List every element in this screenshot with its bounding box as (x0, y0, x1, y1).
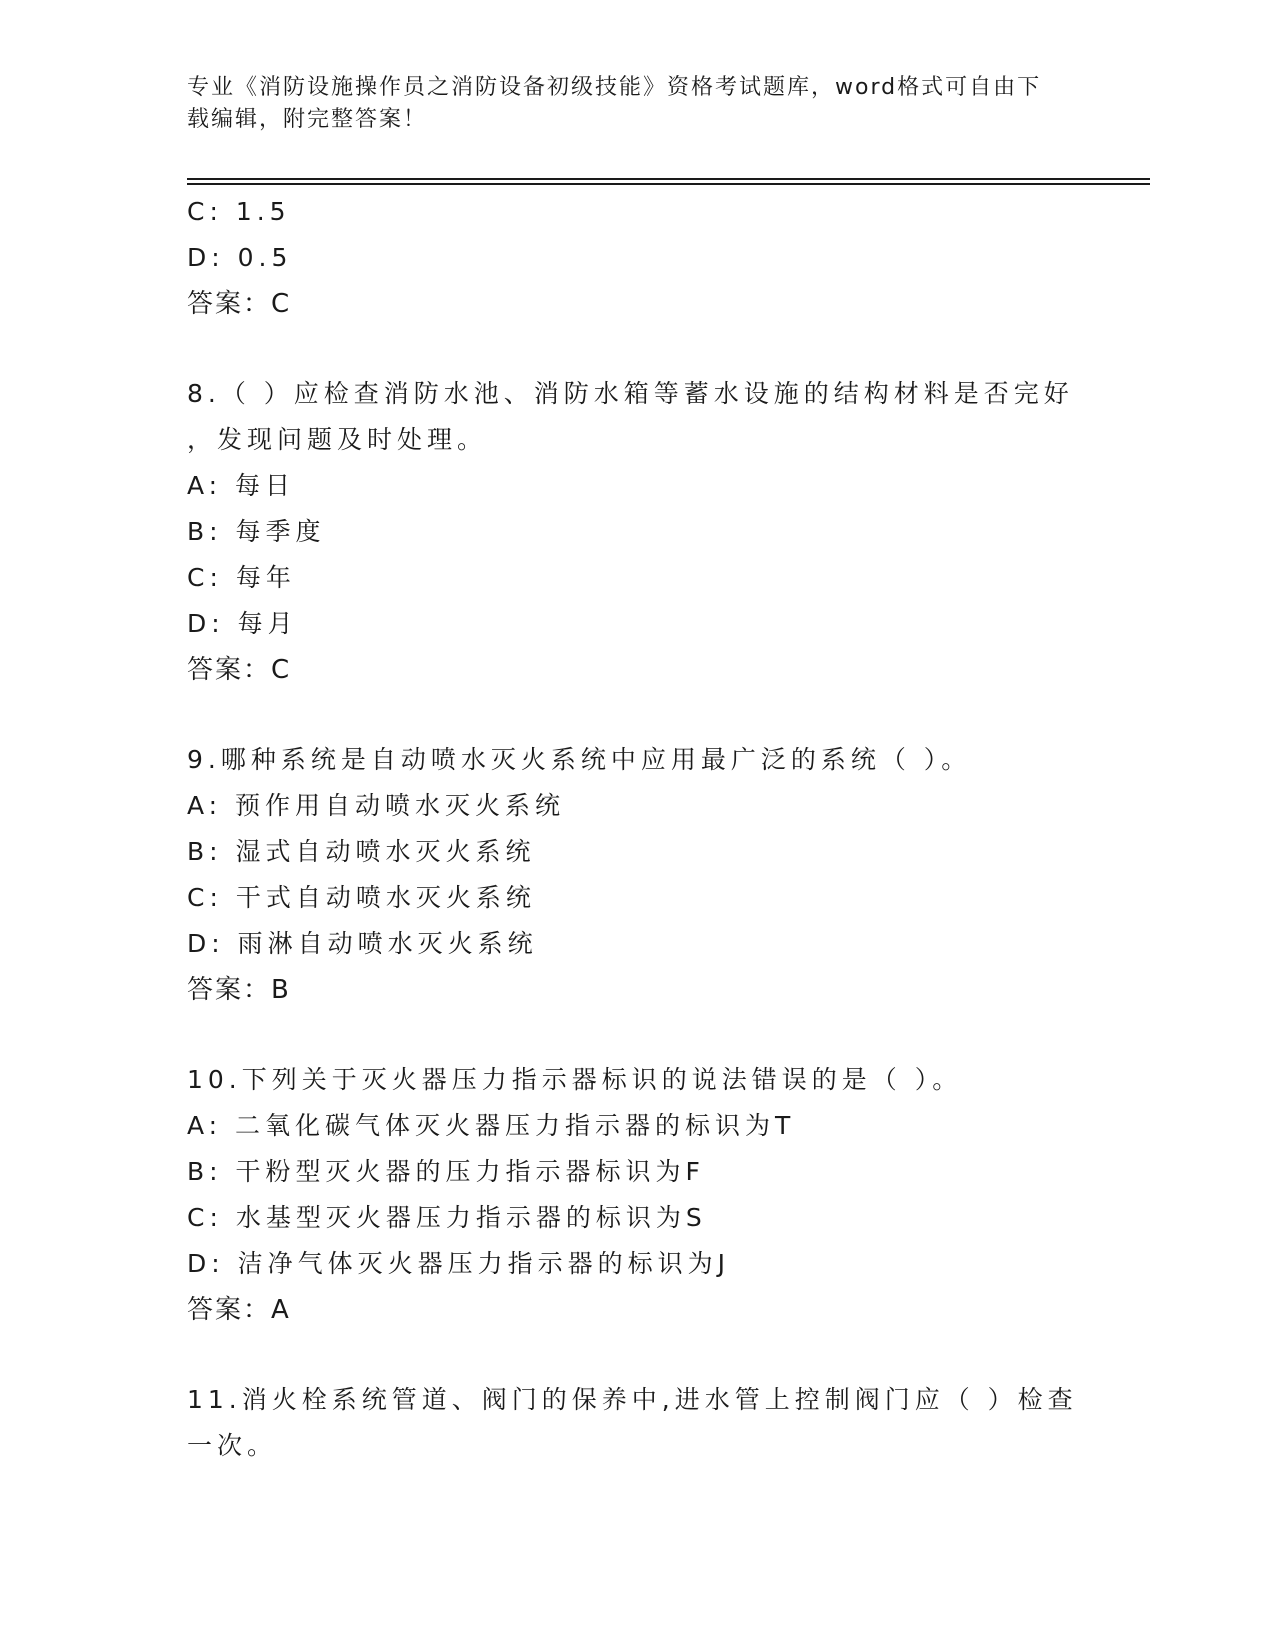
option-d: D: 洁净气体灭火器压力指示器的标识为J (187, 1249, 730, 1278)
question-content (187, 189, 1107, 1469)
option-d: D: 雨淋自动喷水灭火系统 (187, 929, 538, 958)
question-stem: 8.（ ）应检查消防水池、消防水箱等蓄水设施的结构材料是否完好 (187, 379, 1074, 408)
answer: 答案：B (187, 975, 291, 1005)
answer: 答案：C (187, 655, 292, 685)
question-stem-continued: 一次。 (187, 1431, 278, 1460)
question-9 (187, 737, 1107, 1013)
option-c: C: 水基型灭火器压力指示器的标识为S (187, 1203, 707, 1232)
option-b: B: 干粉型灭火器的压力指示器标识为F (187, 1157, 705, 1186)
question-7-tail (187, 189, 1107, 327)
document-header (187, 72, 1077, 136)
option-c: C: 每年 (187, 563, 296, 592)
option-a: A: 二氧化碳气体灭火器压力指示器的标识为T (187, 1111, 796, 1140)
question-8 (187, 371, 1107, 693)
answer: 答案：C (187, 289, 292, 319)
option-c: C: 干式自动喷水灭火系统 (187, 883, 536, 912)
question-stem: 11.消火栓系统管道、阀门的保养中,进水管上控制阀门应（ ）检查 (187, 1385, 1078, 1414)
header-line-2: 载编辑，附完整答案！ (187, 107, 428, 132)
question-stem-continued: ，发现问题及时处理。 (187, 425, 488, 454)
option-d: D: 0.5 (187, 243, 293, 272)
option-b: B: 湿式自动喷水灭火系统 (187, 837, 536, 866)
question-11 (187, 1377, 1107, 1469)
header-divider-bottom (187, 183, 1150, 185)
option-a: A: 预作用自动喷水灭火系统 (187, 791, 566, 820)
option-a: A: 每日 (187, 471, 296, 500)
question-10 (187, 1057, 1107, 1333)
header-divider-top (187, 178, 1150, 180)
option-d: D: 每月 (187, 609, 298, 638)
question-stem: 9.哪种系统是自动喷水灭火系统中应用最广泛的系统（ ）。 (187, 745, 972, 774)
header-line-1: 专业《消防设施操作员之消防设备初级技能》资格考试题库，word格式可自由下 (187, 75, 1042, 100)
option-b: B: 每季度 (187, 517, 326, 546)
option-c: C: 1.5 (187, 197, 291, 226)
question-stem: 10.下列关于灭火器压力指示器标识的说法错误的是（ ）。 (187, 1065, 963, 1094)
answer: 答案：A (187, 1295, 291, 1325)
